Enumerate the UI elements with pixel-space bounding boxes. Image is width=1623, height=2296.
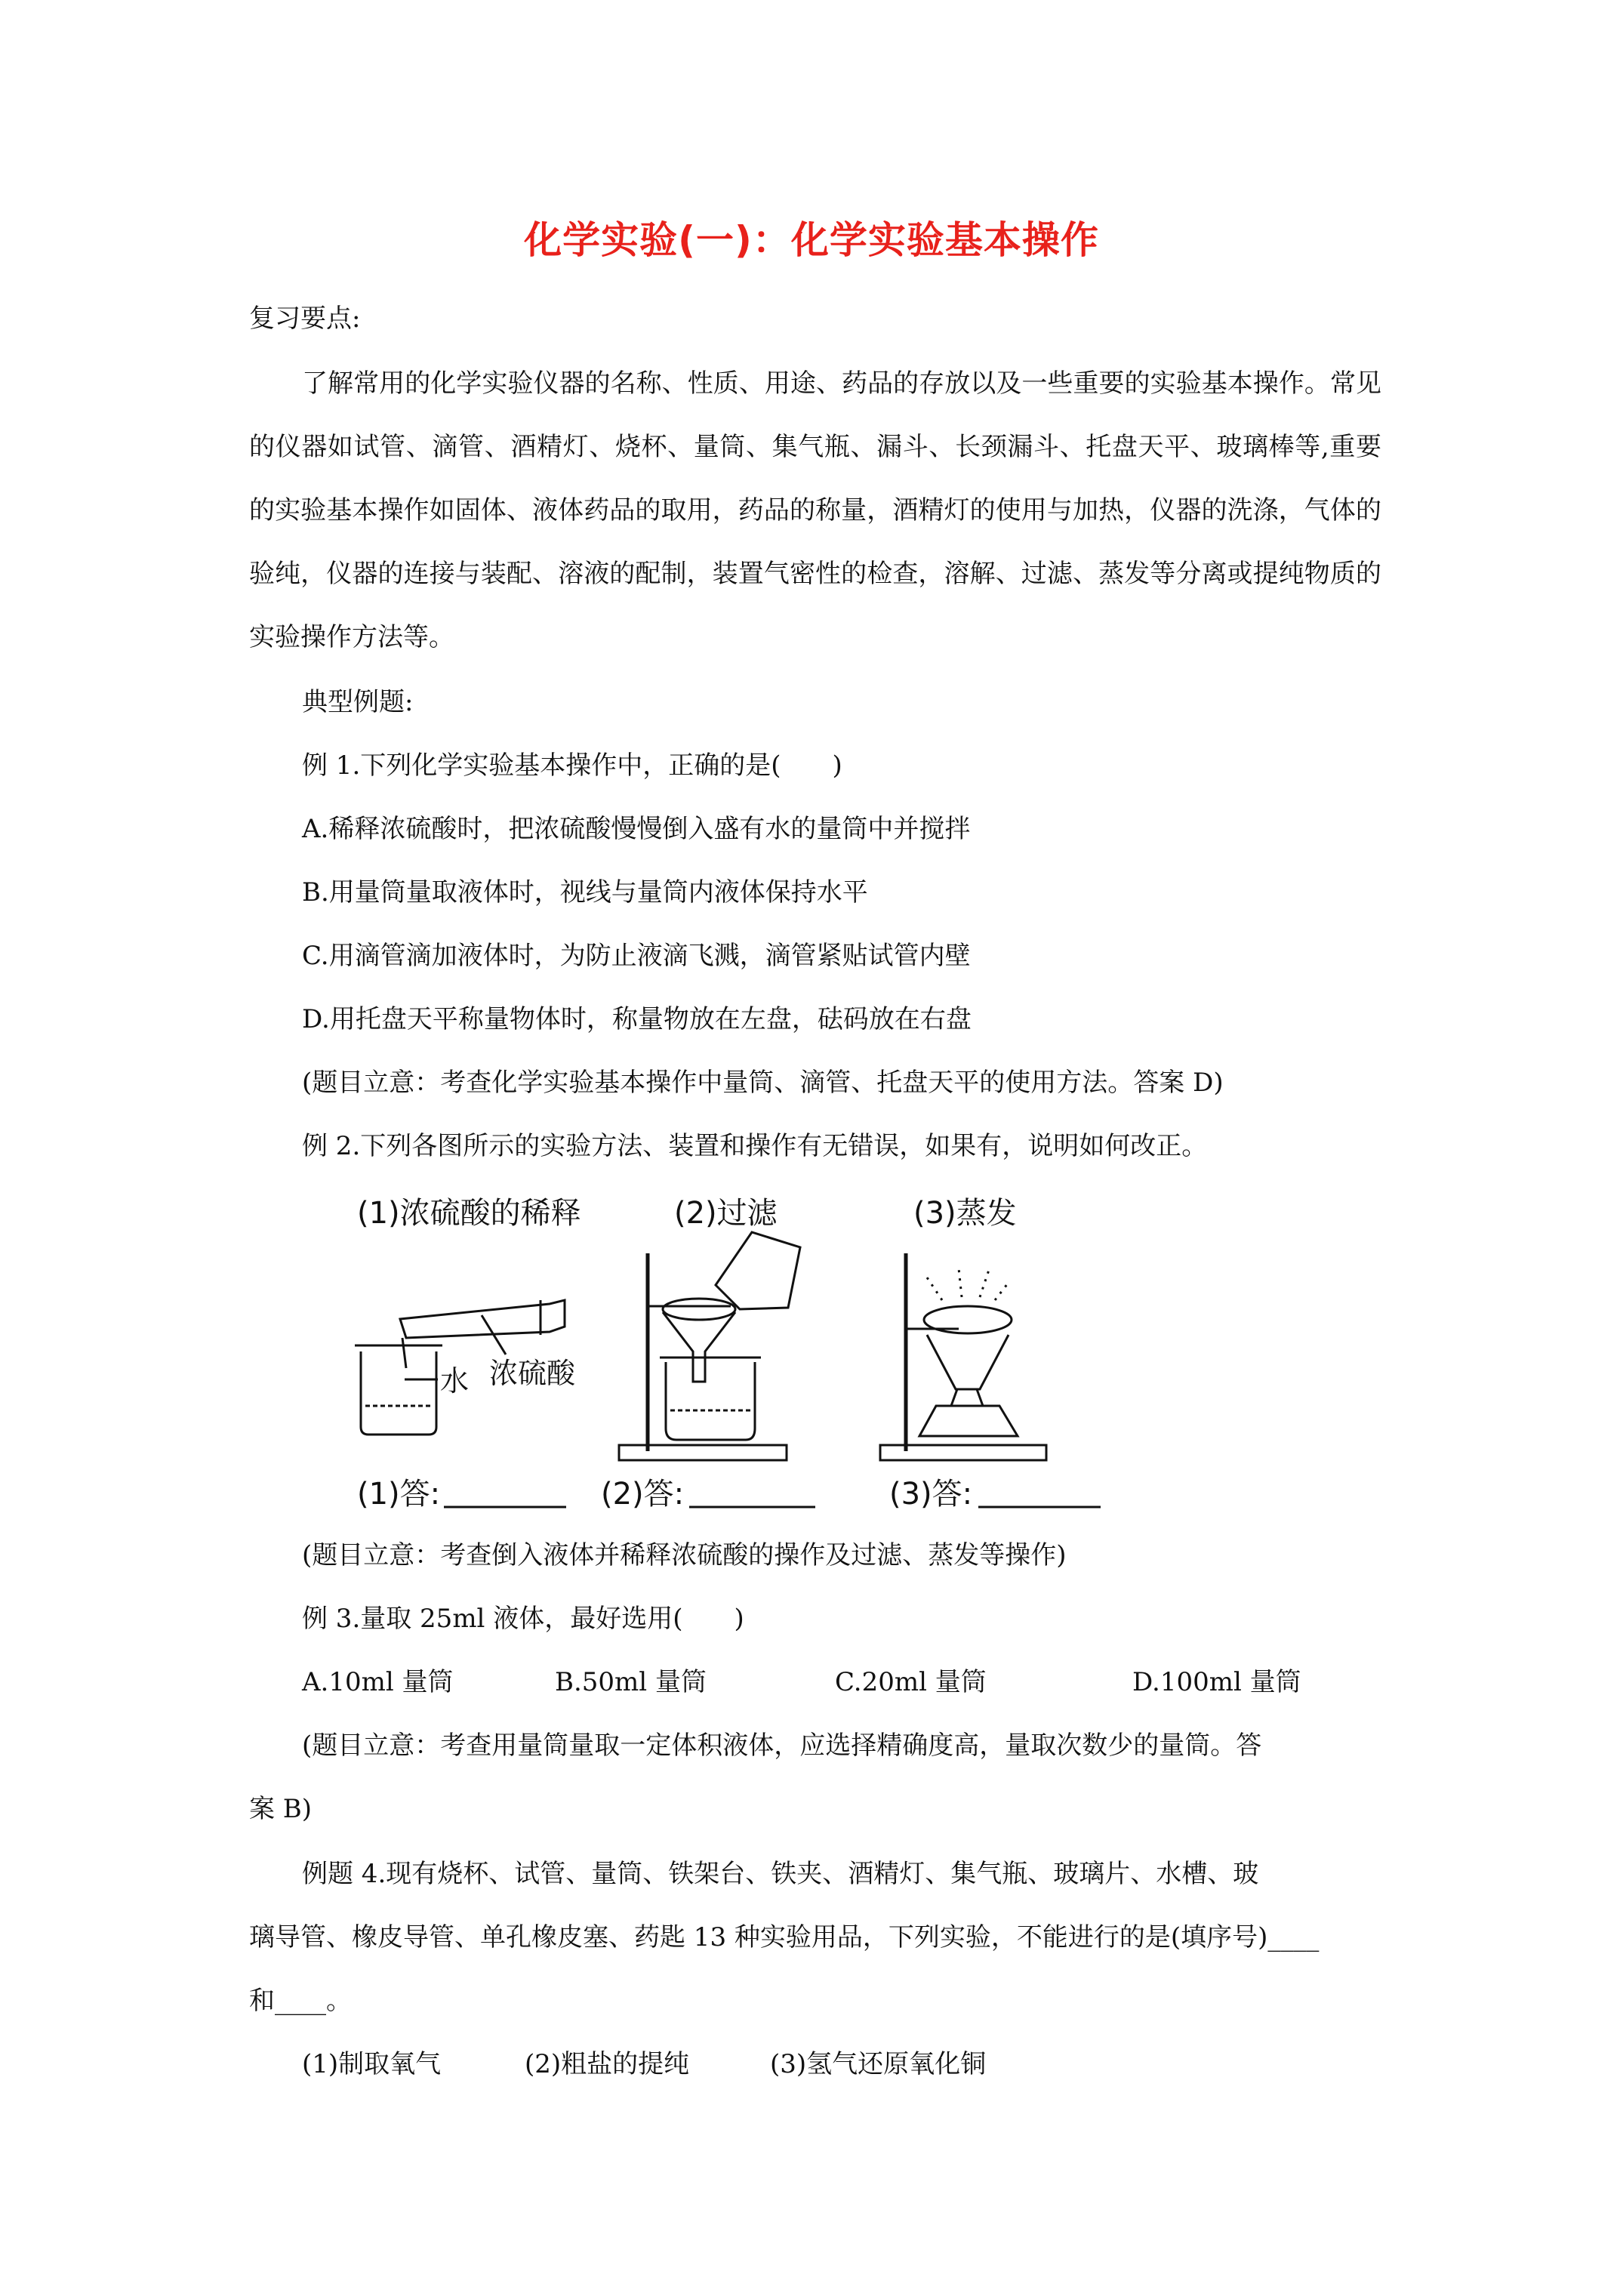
ex2-figure	[338, 1187, 1116, 1518]
evaporating-dish	[924, 1306, 1012, 1333]
panel2-answer: (2)答:	[601, 1477, 685, 1512]
ex2-figure-svg	[338, 1187, 1116, 1518]
ex2-question: 例 2.下列各图所示的实验方法、装置和操作有无错误，如果有，说明如何改正。	[302, 1131, 1208, 1161]
lamp	[919, 1406, 1018, 1436]
vapor	[927, 1268, 1010, 1300]
ex2-note: (题目立意：考查倒入液体并稀释浓硫酸的操作及过滤、蒸发等操作)	[302, 1540, 1067, 1570]
ex3-question: 例 3.量取 25ml 液体，最好选用( )	[302, 1604, 744, 1634]
acid-stream	[402, 1338, 406, 1368]
ex4-line3: 和____。	[249, 1986, 352, 2016]
panel2-title: (2)过滤	[674, 1196, 778, 1231]
ex1-option-b: B.用量筒量取液体时，视线与量筒内液体保持水平	[302, 877, 868, 908]
ex3-option-b: B.50ml 量筒	[555, 1667, 707, 1697]
panel1-answer: (1)答:	[357, 1477, 441, 1512]
ex3-option-c: C.20ml 量筒	[835, 1667, 987, 1697]
acid-label: 浓硫酸	[489, 1357, 576, 1390]
ex3-note-line1: (题目立意：考查用量筒量取一定体积液体，应选择精确度高，量取次数少的量筒。答	[302, 1730, 1262, 1761]
ex4-item-2: (2)粗盐的提纯	[525, 2049, 690, 2079]
page-title: 化学实验(一)：化学实验基本操作	[524, 218, 1099, 262]
ex1-note: (题目立意：考查化学实验基本操作中量筒、滴管、托盘天平的使用方法。答案 D)	[302, 1068, 1224, 1098]
ex3-option-a: A.10ml 量筒	[302, 1667, 454, 1697]
ex1-option-a: A.稀释浓硫酸时，把浓硫酸慢慢倒入盛有水的量筒中并搅拌	[302, 814, 971, 844]
flame	[927, 1335, 1009, 1389]
ex4-line1: 例题 4.现有烧杯、试管、量筒、铁架台、铁夹、酒精灯、集气瓶、玻璃片、水槽、玻	[302, 1859, 1259, 1889]
beaker-1	[361, 1351, 436, 1435]
ex4-line2: 璃导管、橡皮导管、单孔橡皮塞、药匙 13 种实验用品，下列实验，不能进行的是(填序号)____	[249, 1922, 1320, 1952]
panel3-answer: (3)答:	[889, 1477, 973, 1512]
panel3-title: (3)蒸发	[913, 1196, 1017, 1231]
funnel-top	[663, 1299, 735, 1320]
funnel	[663, 1312, 735, 1382]
stand-base-2	[619, 1445, 787, 1460]
ex1-option-c: C.用滴管滴加液体时，为防止液滴飞溅，滴管紧贴试管内壁	[302, 941, 971, 971]
beaker-2	[666, 1362, 755, 1440]
ex4-item-1: (1)制取氧气	[302, 2049, 442, 2079]
ex3-note-line2: 案 B)	[249, 1794, 313, 1824]
pouring-beaker	[716, 1232, 800, 1309]
panel1-title: (1)浓硫酸的稀释	[357, 1196, 581, 1231]
review-paragraph: 了解常用的化学实验仪器的名称、性质、用途、药品的存放以及一些重要的实验基本操作。常见的仪器如试管、滴管、酒精灯、烧杯、量筒、集气瓶、漏斗、长颈漏斗、托盘天平、玻璃棒等,重要的实验基本操作如固体、液体药品的取用，药品的称量，酒精灯的使用与加热，仪器的洗涤，气体的验纯，仪器的连接与装配、溶液的配制，装置气密性的检查，溶解、过滤、蒸发等分离或提纯物质的实验操作方法等。	[249, 368, 1381, 652]
water-label: 水	[440, 1364, 470, 1398]
review-heading: 复习要点:	[249, 304, 361, 334]
ex3-option-d: D.100ml 量筒	[1132, 1667, 1301, 1697]
ex4-item-3: (3)氢气还原氧化铜	[770, 2049, 987, 2079]
ex1-option-d: D.用托盘天平称量物体时，称量物放在左盘，砝码放在右盘	[302, 1004, 972, 1034]
examples-heading: 典型例题:	[302, 687, 414, 717]
ex1-question: 例 1.下列化学实验基本操作中，正确的是( )	[302, 750, 842, 781]
